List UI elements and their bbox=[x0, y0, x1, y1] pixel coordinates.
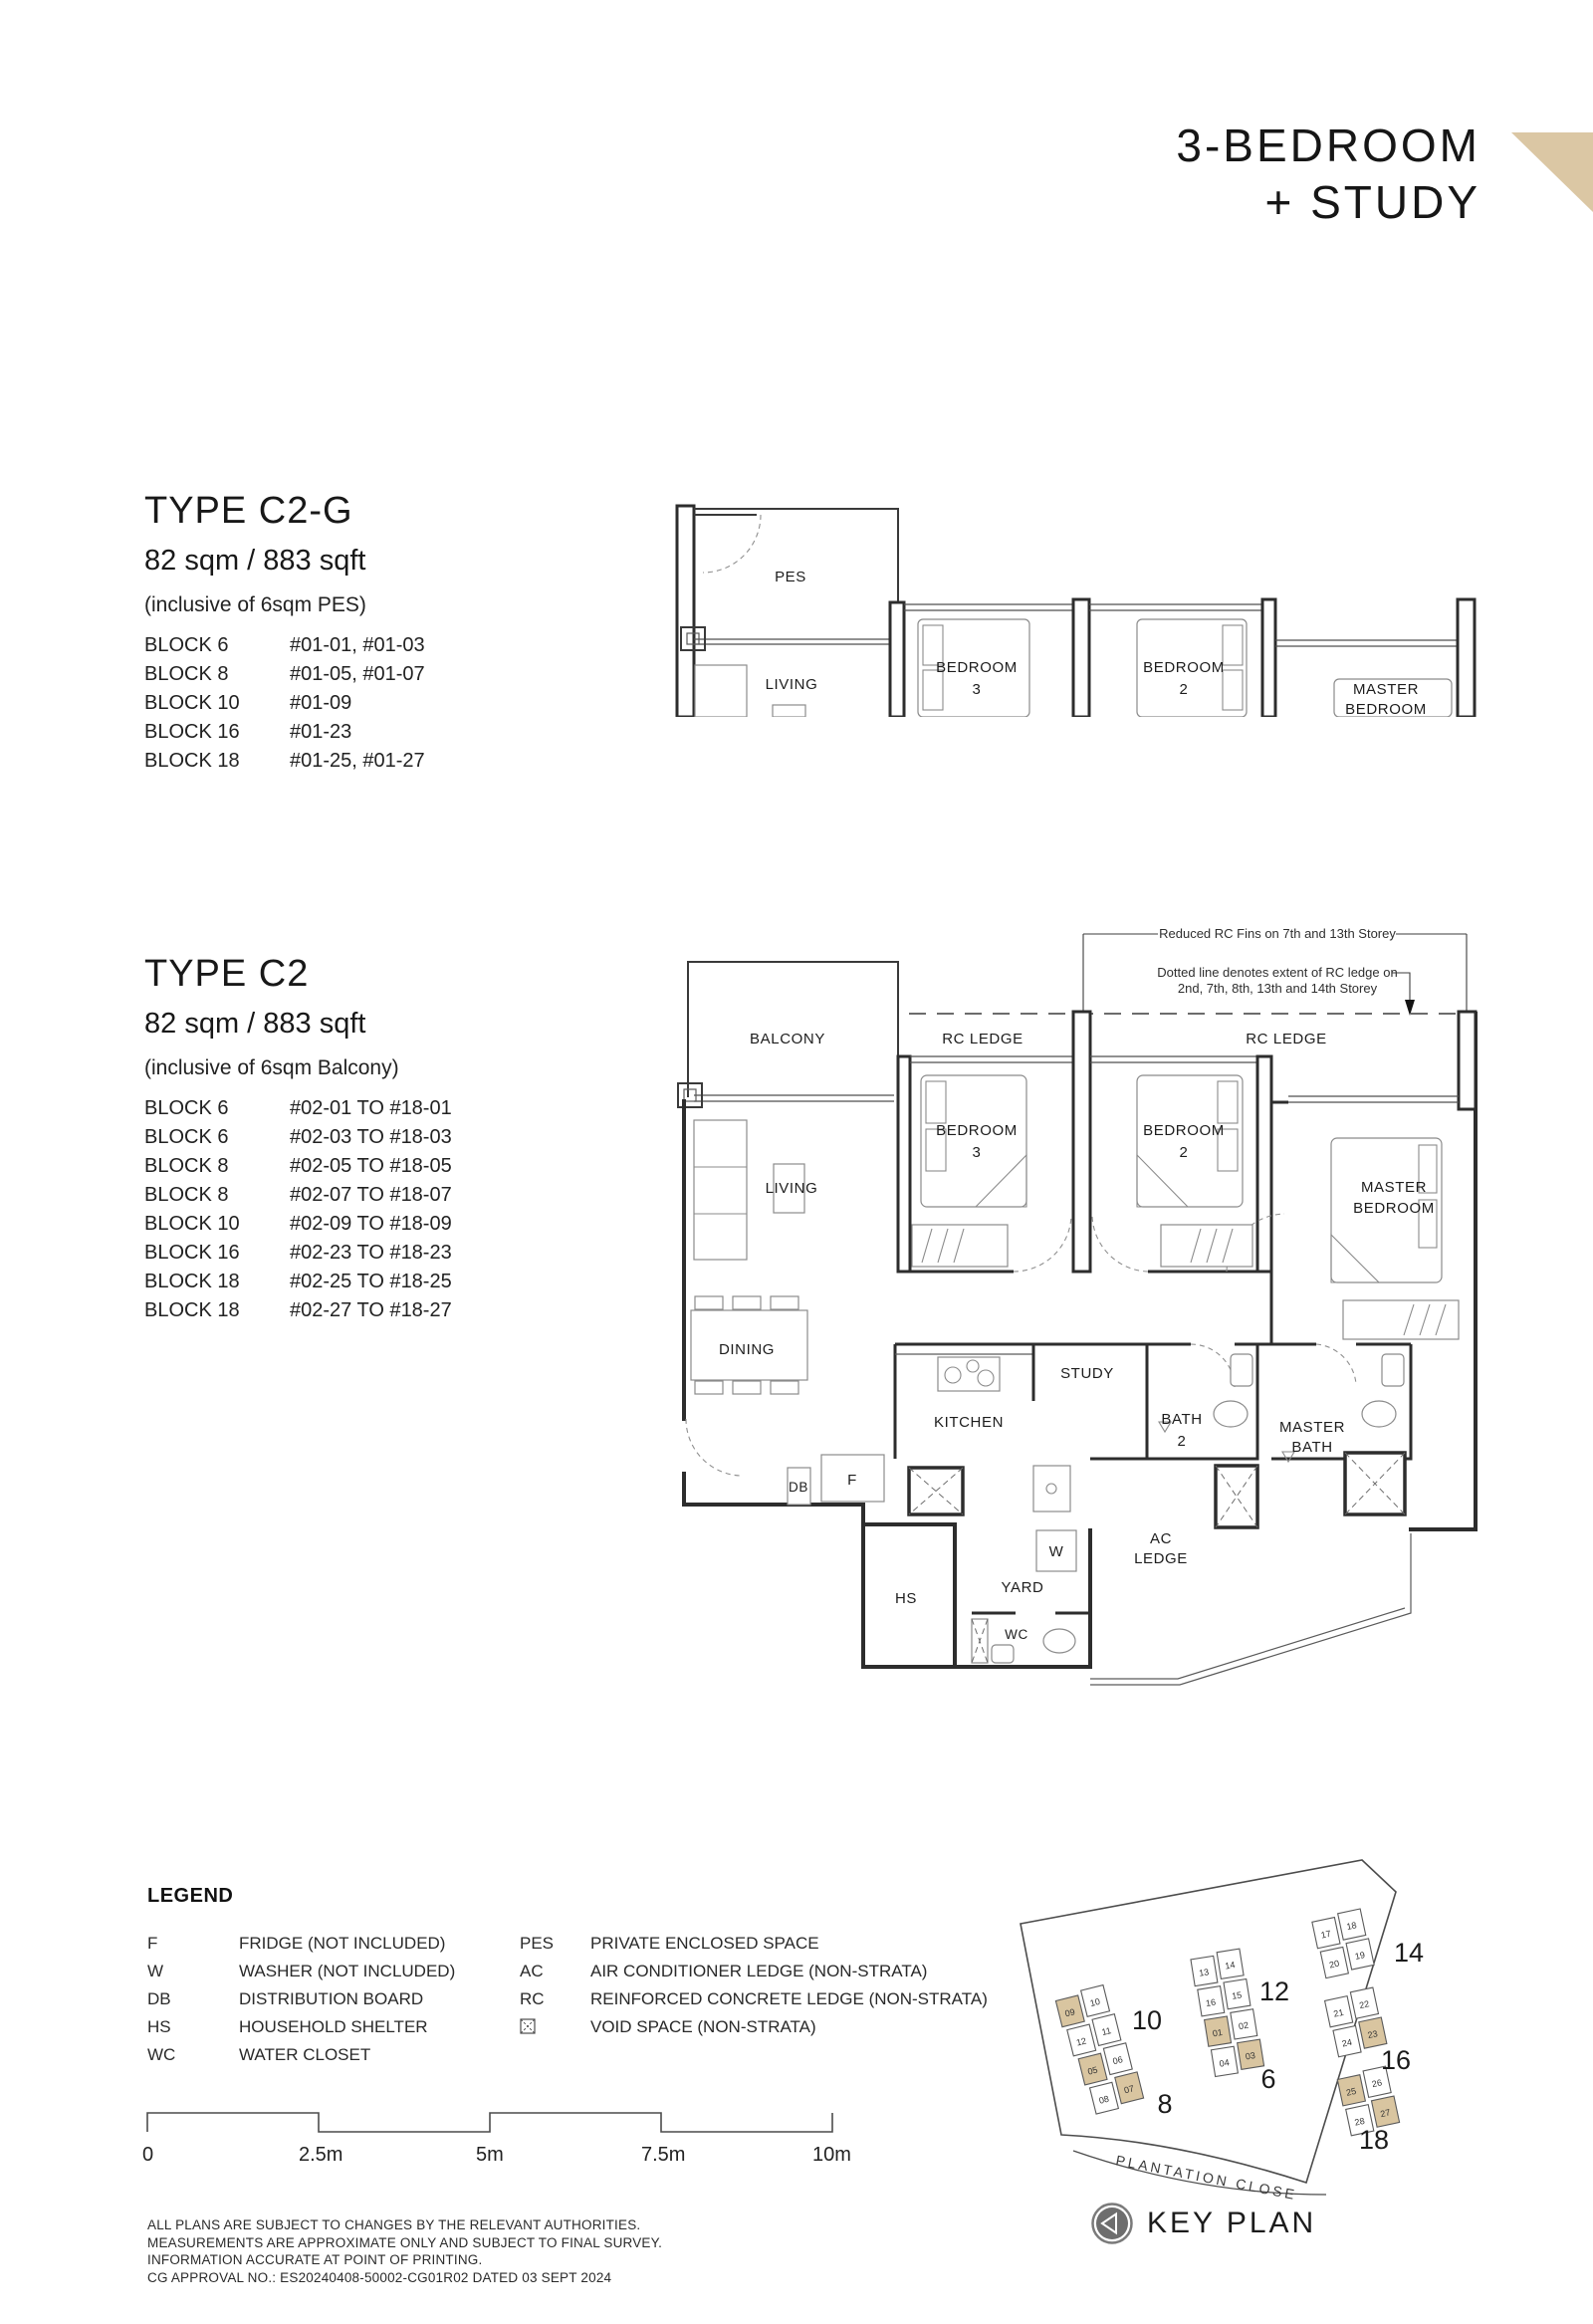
wardrobe bbox=[1161, 1225, 1252, 1267]
chair bbox=[695, 1381, 723, 1394]
type-c2g-info bbox=[144, 490, 425, 776]
void-space-icon bbox=[520, 2013, 590, 2041]
unit-numbers: #02-01 TO #18-01 bbox=[290, 1097, 452, 1119]
type-c2-note: (inclusive of 6sqm Balcony) bbox=[144, 1056, 399, 1079]
page-title bbox=[1176, 117, 1480, 231]
wall bbox=[1262, 599, 1275, 717]
pes-outline bbox=[694, 509, 898, 602]
legend-key: PES bbox=[520, 1934, 555, 1953]
room-label-master: MASTER bbox=[1360, 1179, 1428, 1196]
legend-desc: REINFORCED CONCRETE LEDGE (NON-STRATA) bbox=[590, 1989, 988, 2008]
legend-row bbox=[520, 2013, 988, 2041]
masterbath-toilet bbox=[1362, 1401, 1396, 1427]
bedroom3-door-arc bbox=[1014, 1216, 1071, 1272]
legend-desc: DISTRIBUTION BOARD bbox=[239, 1989, 424, 2008]
room-label-kitchen: KITCHEN bbox=[933, 1414, 1005, 1431]
legend-desc: WATER CLOSET bbox=[239, 2045, 371, 2064]
rc-fin bbox=[1459, 1012, 1476, 1109]
unit-number: 01 bbox=[1212, 2026, 1224, 2039]
unit-number: 17 bbox=[1319, 1928, 1332, 1941]
room-label-ac: AC bbox=[1149, 1530, 1173, 1547]
legend-row bbox=[520, 1930, 988, 1958]
unit-numbers: #02-25 TO #18-25 bbox=[290, 1271, 452, 1292]
disclaimer-line: ALL PLANS ARE SUBJECT TO CHANGES BY THE RELEVANT AUTHORITIES. bbox=[147, 2217, 641, 2232]
sofa bbox=[694, 1120, 747, 1260]
key-plan-map bbox=[996, 1844, 1573, 2203]
unit-numbers: #01-23 bbox=[290, 721, 352, 743]
block-label: BLOCK 6 bbox=[144, 1097, 229, 1119]
unit-numbers: #02-09 TO #18-09 bbox=[290, 1213, 452, 1235]
unit-numbers: #02-05 TO #18-05 bbox=[290, 1155, 452, 1177]
unit-number: 11 bbox=[1100, 2025, 1113, 2038]
room-label-bedroom2-num: 2 bbox=[1179, 1144, 1189, 1161]
unit-numbers: #02-23 TO #18-23 bbox=[290, 1242, 452, 1264]
cluster-middle bbox=[1190, 1948, 1264, 2077]
bath2-sink bbox=[1231, 1354, 1252, 1386]
legend-heading: LEGEND bbox=[147, 1885, 234, 1907]
floorplan-c2-main bbox=[637, 916, 1513, 1713]
unit-number: 03 bbox=[1245, 2050, 1256, 2062]
block-label: BLOCK 8 bbox=[144, 663, 229, 685]
block-label: BLOCK 10 bbox=[144, 692, 240, 714]
type-c2-title: TYPE C2 bbox=[144, 953, 310, 995]
type-c2g-title: TYPE C2-G bbox=[144, 490, 353, 532]
disclaimer-line: INFORMATION ACCURATE AT POINT OF PRINTING. bbox=[147, 2252, 483, 2267]
room-label-f: F bbox=[847, 1472, 857, 1489]
page-title-line1: 3-BEDROOM bbox=[1176, 119, 1480, 171]
block-number: 18 bbox=[1358, 2125, 1390, 2155]
block-number: 10 bbox=[1131, 2005, 1163, 2035]
type-c2-area: 82 sqm / 883 sqft bbox=[144, 1008, 366, 1040]
disclaimer-line: MEASUREMENTS ARE APPROXIMATE ONLY AND SUBJECT TO FINAL SURVEY. bbox=[147, 2234, 663, 2250]
masterbath-door-arc bbox=[1316, 1344, 1356, 1384]
room-label-master2: BEDROOM bbox=[1353, 1200, 1435, 1217]
scale-bar bbox=[139, 2099, 876, 2169]
block-label: BLOCK 10 bbox=[144, 1213, 240, 1235]
unit-row bbox=[144, 631, 425, 660]
unit-number: 07 bbox=[1123, 2083, 1136, 2096]
disclaimer-line: CG APPROVAL NO.: ES20240408-50002-CG01R02 DATED 03 SEPT 2024 bbox=[147, 2269, 612, 2285]
block-label: BLOCK 6 bbox=[144, 634, 229, 656]
room-label-bedroom3-num: 3 bbox=[972, 1144, 982, 1161]
bed bbox=[1137, 1075, 1243, 1207]
chair bbox=[733, 1296, 761, 1309]
legend-desc: VOID SPACE (NON-STRATA) bbox=[590, 2017, 816, 2036]
unit-numbers: #01-01, #01-03 bbox=[290, 634, 425, 656]
unit-number: 25 bbox=[1345, 2085, 1358, 2098]
room-label-w: W bbox=[1048, 1543, 1064, 1560]
scale-tick: 10m bbox=[812, 2144, 851, 2166]
unit-row bbox=[144, 747, 425, 776]
unit-row bbox=[144, 1094, 452, 1123]
room-label-bedroom3-num: 3 bbox=[972, 681, 982, 698]
legend-right-column bbox=[520, 1930, 988, 2041]
unit-numbers: #01-09 bbox=[290, 692, 352, 714]
room-label-dining: DINING bbox=[718, 1341, 776, 1358]
rc-fin bbox=[1073, 599, 1089, 717]
room-label-rc-ledge-right: RC LEDGE bbox=[1246, 1031, 1327, 1047]
type-c2g-note: (inclusive of 6sqm PES) bbox=[144, 593, 366, 616]
scale-tick: 5m bbox=[476, 2144, 504, 2166]
unit-number: 16 bbox=[1205, 1996, 1217, 2009]
disclaimer bbox=[147, 2216, 662, 2286]
legend-row bbox=[520, 1958, 988, 1985]
chair bbox=[771, 1381, 798, 1394]
type-c2-info bbox=[144, 953, 452, 1325]
legend-key: AC bbox=[520, 1962, 544, 1980]
legend-key: W bbox=[147, 1962, 164, 1980]
block-number: 6 bbox=[1260, 2064, 1276, 2094]
scale-tick: 2.5m bbox=[299, 2144, 343, 2166]
block-label: BLOCK 8 bbox=[144, 1155, 229, 1177]
unit-numbers: #02-03 TO #18-03 bbox=[290, 1126, 452, 1148]
block-number: 14 bbox=[1393, 1938, 1425, 1968]
room-label-bedroom2-num: 2 bbox=[1179, 681, 1189, 698]
unit-numbers: #01-25, #01-27 bbox=[290, 750, 425, 772]
room-label-masterbath: MASTER bbox=[1278, 1419, 1346, 1436]
toilet bbox=[1043, 1629, 1075, 1653]
bed bbox=[921, 1075, 1026, 1207]
unit-number: 19 bbox=[1353, 1950, 1366, 1962]
unit-number: 28 bbox=[1353, 2115, 1366, 2128]
unit-number: 15 bbox=[1231, 1989, 1243, 2001]
legend-key: RC bbox=[520, 1989, 545, 2008]
legend-desc: WASHER (NOT INCLUDED) bbox=[239, 1962, 456, 1980]
legend-desc: HOUSEHOLD SHELTER bbox=[239, 2017, 428, 2036]
room-label-pes: PES bbox=[775, 569, 806, 585]
block-label: BLOCK 18 bbox=[144, 750, 240, 772]
room-label-balcony: BALCONY bbox=[750, 1031, 825, 1047]
unit-number: 22 bbox=[1358, 1998, 1371, 2011]
room-label-hs: HS bbox=[894, 1590, 918, 1607]
annotation-rc-ledge-1: Dotted line denotes extent of RC ledge on bbox=[1157, 965, 1398, 980]
bedroom2-wall bbox=[1257, 1056, 1271, 1272]
legend-desc: PRIVATE ENCLOSED SPACE bbox=[590, 1934, 819, 1953]
bedroom2-door-arc bbox=[1092, 1216, 1148, 1272]
unit-row bbox=[144, 1268, 452, 1296]
block-label: BLOCK 8 bbox=[144, 1184, 229, 1206]
type-c2-unit-list bbox=[144, 1094, 452, 1325]
room-label-living: LIVING bbox=[765, 1180, 818, 1197]
room-label-db: DB bbox=[789, 1480, 808, 1495]
rc-fin-center bbox=[1073, 1012, 1090, 1272]
unit-number: 26 bbox=[1371, 2077, 1383, 2090]
ac-ledge-outline2 bbox=[1090, 1608, 1405, 1679]
unit-number: 14 bbox=[1224, 1960, 1237, 1972]
wardrobe bbox=[912, 1225, 1008, 1267]
room-label-yard: YARD bbox=[1001, 1579, 1044, 1596]
unit-row bbox=[144, 660, 425, 689]
floorplan-c2g-partial bbox=[637, 468, 1513, 717]
block-number: 8 bbox=[1157, 2089, 1173, 2119]
wall bbox=[677, 506, 694, 717]
unit-numbers: #02-27 TO #18-27 bbox=[290, 1299, 452, 1321]
legend-row bbox=[520, 1985, 988, 2013]
legend-desc: FRIDGE (NOT INCLUDED) bbox=[239, 1934, 446, 1953]
room-label-living: LIVING bbox=[765, 676, 818, 693]
kitchen-sink bbox=[1033, 1466, 1070, 1511]
unit-row bbox=[144, 1123, 452, 1152]
unit-number: 02 bbox=[1238, 2019, 1250, 2032]
type-c2g-unit-list bbox=[144, 631, 425, 776]
unit-row bbox=[144, 1210, 452, 1239]
bedroom3-wall bbox=[898, 1056, 910, 1272]
room-label-masterbath2: BATH bbox=[1291, 1439, 1333, 1456]
unit-number: 10 bbox=[1088, 1995, 1102, 2009]
room-label-ac2: LEDGE bbox=[1134, 1550, 1188, 1567]
cluster-left bbox=[1054, 1982, 1144, 2117]
block-label: BLOCK 16 bbox=[144, 1242, 240, 1264]
entry-door-arc bbox=[703, 515, 761, 573]
legend bbox=[147, 1885, 1043, 2069]
north-compass-icon bbox=[1091, 2203, 1133, 2244]
unit-numbers: #02-07 TO #18-07 bbox=[290, 1184, 452, 1206]
block-label: BLOCK 6 bbox=[144, 1126, 229, 1148]
unit-row bbox=[144, 1152, 452, 1181]
block-label: BLOCK 16 bbox=[144, 721, 240, 743]
balcony-outline bbox=[688, 962, 898, 1097]
legend-key: DB bbox=[147, 1989, 171, 2008]
unit-number: 27 bbox=[1379, 2107, 1392, 2120]
room-label-bedroom2: BEDROOM bbox=[1143, 659, 1225, 676]
unit-number: 24 bbox=[1340, 2036, 1353, 2049]
wall bbox=[1458, 599, 1475, 717]
corner-accent-triangle bbox=[1511, 132, 1593, 212]
entry-door-arc bbox=[686, 1419, 741, 1476]
room-label-wc: WC bbox=[1005, 1627, 1028, 1642]
wall bbox=[890, 602, 904, 717]
type-c2g-area: 82 sqm / 883 sqft bbox=[144, 545, 366, 577]
room-label-rc-ledge-left: RC LEDGE bbox=[942, 1031, 1024, 1047]
key-plan-footer bbox=[1091, 2203, 1316, 2244]
unit-number: 21 bbox=[1332, 2006, 1345, 2019]
wc-sink bbox=[992, 1645, 1014, 1663]
key-plan-caption: KEY PLAN bbox=[1147, 2207, 1317, 2239]
chair bbox=[695, 1296, 723, 1309]
annotation-rc-fins: Reduced RC Fins on 7th and 13th Storey bbox=[1159, 926, 1396, 941]
legend-desc: AIR CONDITIONER LEDGE (NON-STRATA) bbox=[590, 1962, 928, 1980]
room-label-bath2: BATH bbox=[1161, 1411, 1203, 1428]
annotation-rc-ledge-2: 2nd, 7th, 8th, 13th and 14th Storey bbox=[1177, 981, 1378, 996]
legend-row bbox=[147, 2041, 1043, 2069]
bath2-toilet bbox=[1214, 1401, 1248, 1427]
unit-number: 05 bbox=[1086, 2064, 1099, 2077]
unit-number: 20 bbox=[1328, 1958, 1341, 1971]
legend-key: WC bbox=[147, 2045, 176, 2064]
block-number: 16 bbox=[1380, 2045, 1412, 2075]
scale-tick: 7.5m bbox=[641, 2144, 686, 2166]
unit-number: 12 bbox=[1075, 2035, 1088, 2048]
unit-number: 08 bbox=[1097, 2093, 1110, 2106]
unit-number: 23 bbox=[1366, 2028, 1379, 2041]
unit-number: 18 bbox=[1345, 1920, 1358, 1933]
block-label: BLOCK 18 bbox=[144, 1299, 240, 1321]
unit-number: 09 bbox=[1063, 2006, 1076, 2019]
block-number: 12 bbox=[1258, 1976, 1290, 2006]
room-label-study: STUDY bbox=[1060, 1365, 1114, 1382]
wardrobe bbox=[1343, 1300, 1459, 1339]
chair bbox=[733, 1381, 761, 1394]
unit-number: 04 bbox=[1218, 2057, 1231, 2069]
room-label-bedroom3: BEDROOM bbox=[936, 1122, 1018, 1139]
scale-tick: 0 bbox=[142, 2144, 154, 2166]
room-label-bedroom3: BEDROOM bbox=[936, 659, 1018, 676]
unit-row bbox=[144, 1181, 452, 1210]
room-label-bath2-num: 2 bbox=[1177, 1433, 1187, 1450]
masterbath-sink bbox=[1382, 1354, 1404, 1386]
room-label-bedroom2: BEDROOM bbox=[1143, 1122, 1225, 1139]
unit-numbers: #01-05, #01-07 bbox=[290, 663, 425, 685]
unit-row bbox=[144, 718, 425, 747]
unit-row bbox=[144, 689, 425, 718]
room-label-master: MASTER bbox=[1352, 681, 1420, 698]
chair bbox=[771, 1296, 798, 1309]
block-label: BLOCK 18 bbox=[144, 1271, 240, 1292]
page-title-line2: + STUDY bbox=[1264, 176, 1480, 229]
unit-row bbox=[144, 1239, 452, 1268]
legend-key: HS bbox=[147, 2017, 171, 2036]
sofa bbox=[695, 665, 747, 717]
unit-number: 06 bbox=[1111, 2054, 1124, 2067]
unit-row bbox=[144, 1296, 452, 1325]
scale-bar-line bbox=[147, 2113, 832, 2132]
bath2-door-arc bbox=[1191, 1344, 1235, 1388]
coffee-table bbox=[773, 705, 805, 717]
room-label-master2: BEDROOM bbox=[1345, 701, 1427, 717]
street-label: PLANTATION CLOSE bbox=[1114, 2152, 1299, 2203]
unit-number: 13 bbox=[1198, 1967, 1210, 1978]
legend-key: F bbox=[147, 1934, 158, 1953]
